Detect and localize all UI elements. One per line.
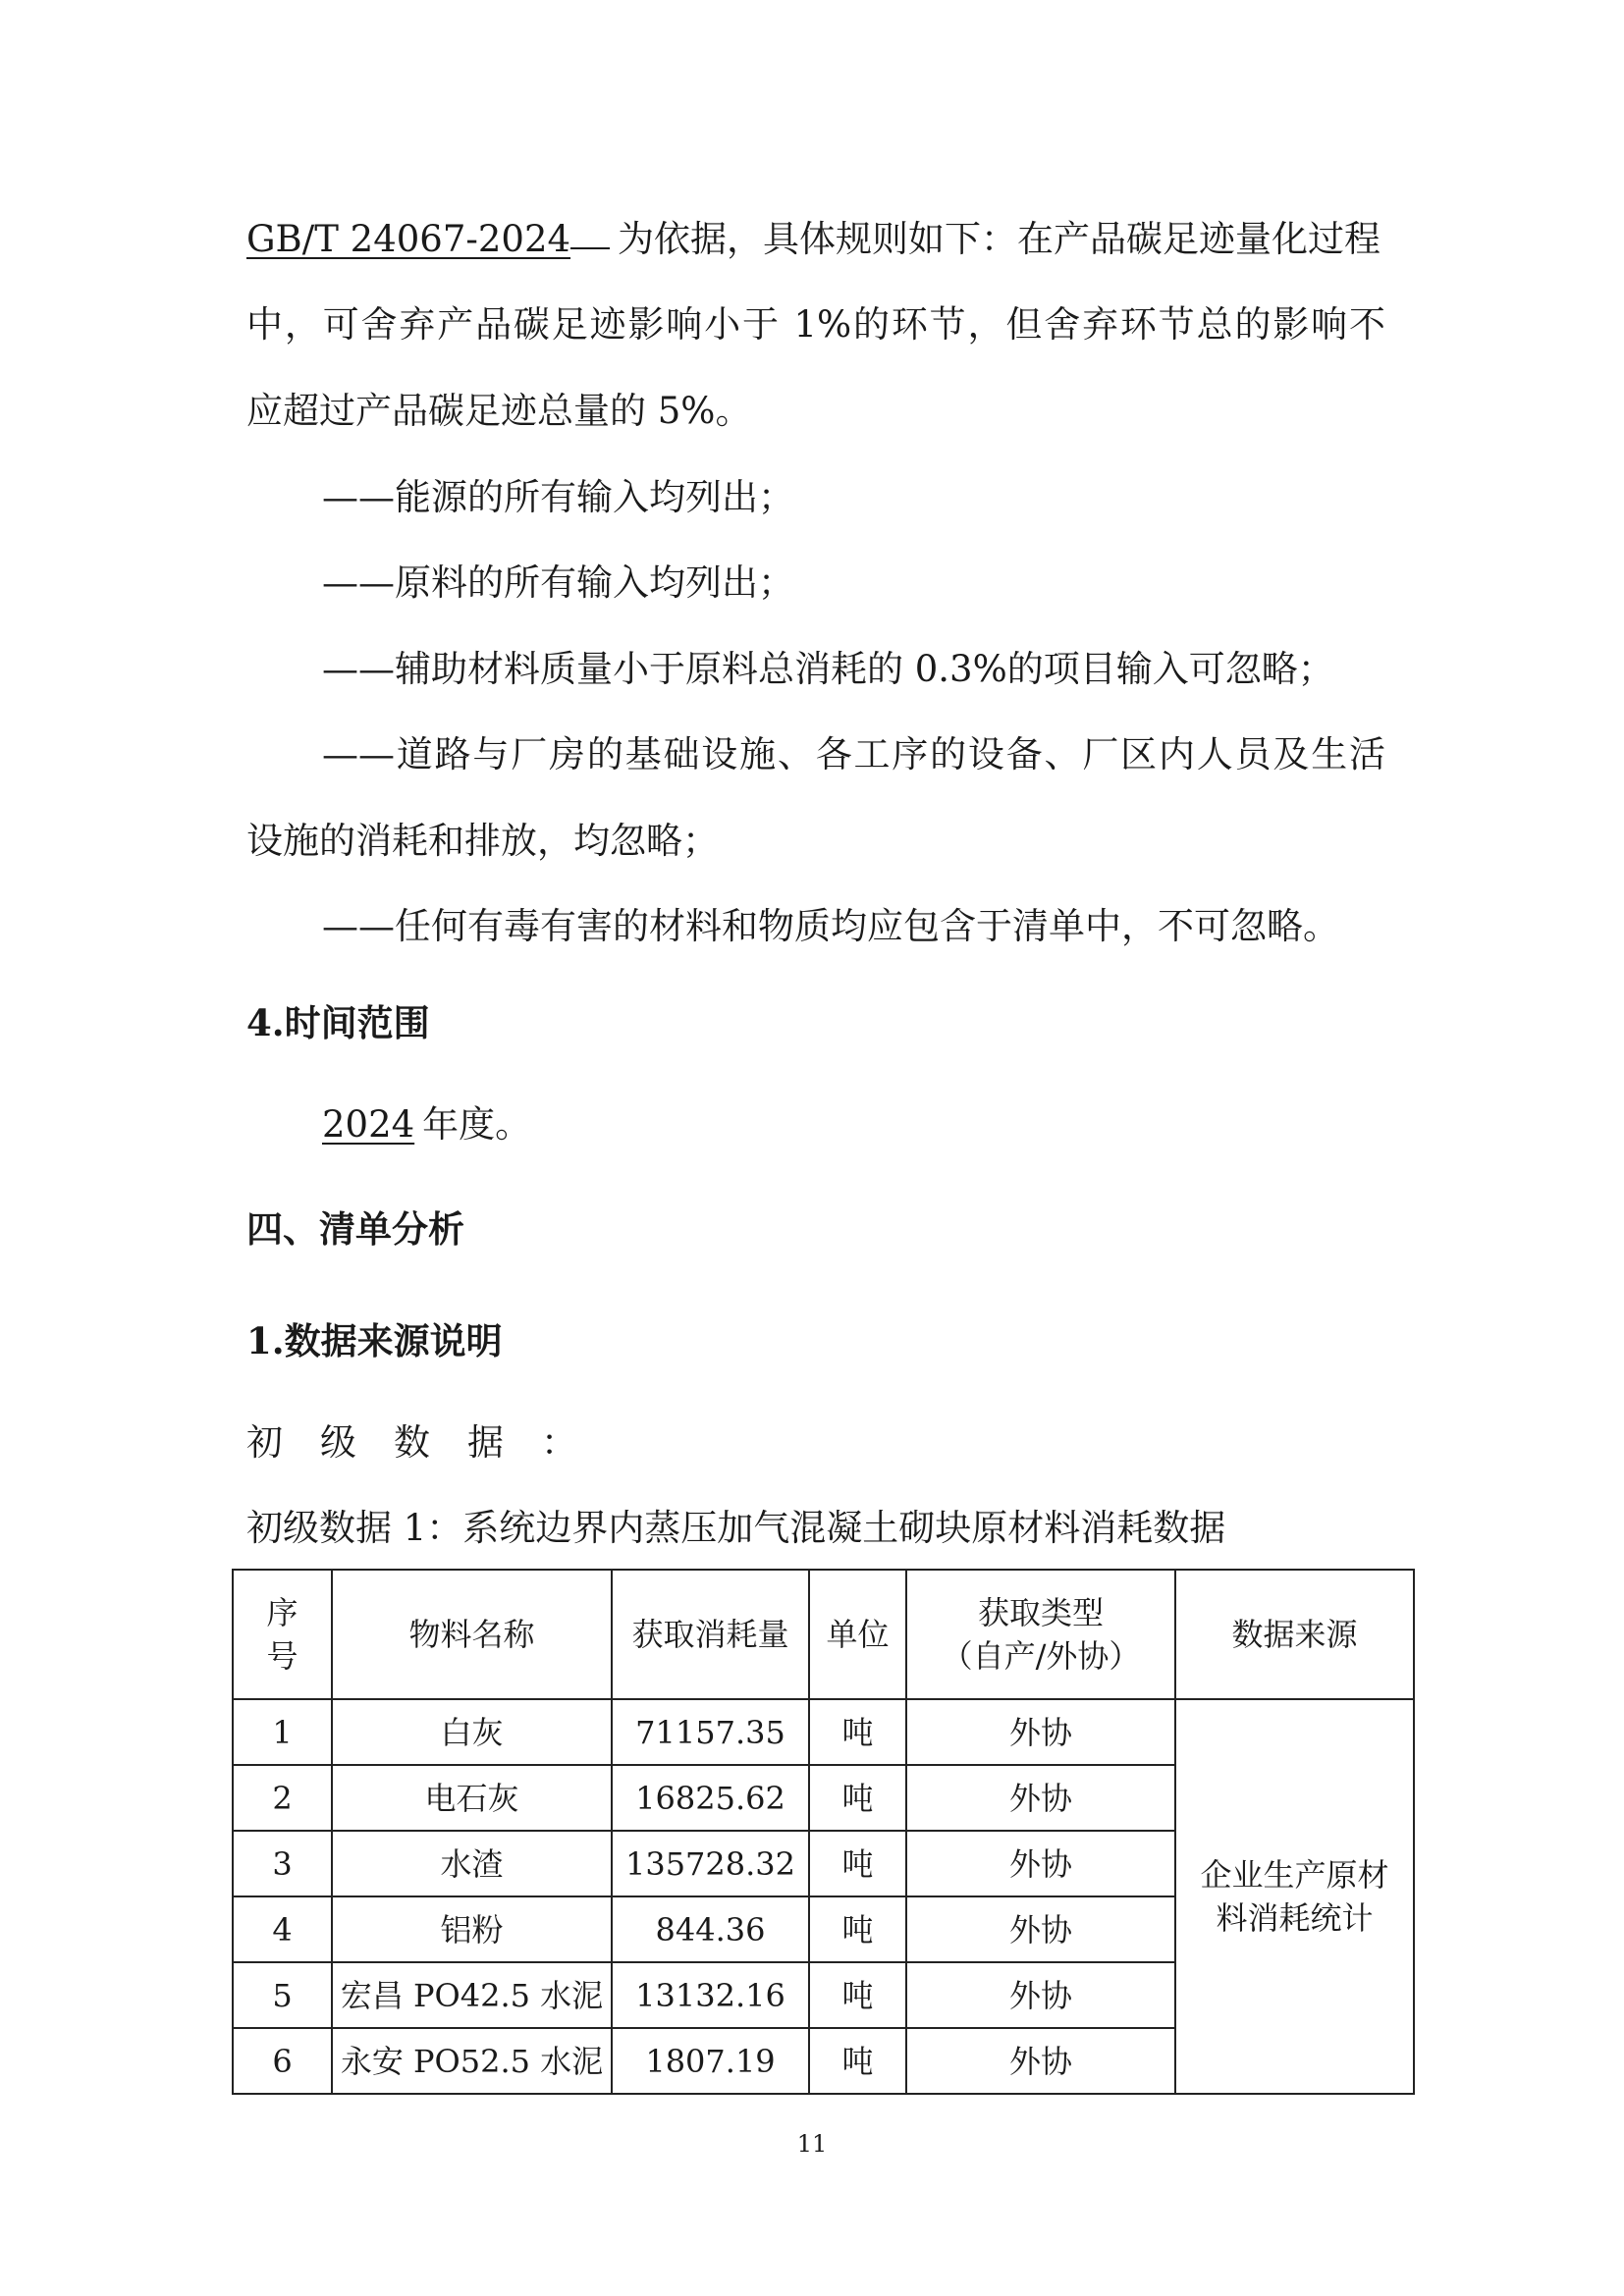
cell-seq: 3 — [233, 1831, 332, 1896]
header-material-name: 物料名称 — [332, 1570, 612, 1699]
cell-consumption: 71157.35 — [612, 1699, 809, 1765]
cell-acquisition-type: 外协 — [906, 1962, 1175, 2028]
heading-inventory-analysis: 四、清单分析 — [246, 1207, 464, 1251]
cell-material-name: 宏昌 PO42.5 水泥 — [332, 1962, 612, 2028]
cell-consumption: 844.36 — [612, 1896, 809, 1962]
cell-consumption: 16825.62 — [612, 1765, 809, 1831]
table-row — [233, 1699, 1414, 1765]
cell-seq: 2 — [233, 1765, 332, 1831]
underline-blank — [570, 216, 610, 249]
bullet-energy: ——能源的所有输入均列出； — [322, 476, 794, 518]
header-acquisition-type: 获取类型 （自产/外协） — [906, 1570, 1175, 1699]
header-unit: 单位 — [809, 1570, 906, 1699]
cell-material-name: 水渣 — [332, 1831, 612, 1896]
cell-acquisition-type: 外协 — [906, 1831, 1175, 1896]
cell-acquisition-type: 外协 — [906, 1896, 1175, 1962]
cell-acquisition-type: 外协 — [906, 2028, 1175, 2094]
bullet-auxiliary: ——辅助材料质量小于原料总消耗的 0.3%的项目输入可忽略； — [322, 648, 1334, 690]
bullet-infrastructure-line-2: 设施的消耗和排放，均忽略； — [246, 820, 719, 862]
standard-reference: GB/T 24067-2024 — [246, 218, 571, 260]
bullet-hazardous: ——任何有毒有害的材料和物质均应包含于清单中，不可忽略。 — [322, 905, 1339, 947]
cell-material-name: 白灰 — [332, 1699, 612, 1765]
heading-data-source: 1.数据来源说明 — [246, 1319, 503, 1362]
bullet-raw-material: ——原料的所有输入均列出； — [322, 561, 794, 604]
header-seq: 序 号 — [233, 1570, 332, 1699]
cell-material-name: 永安 PO52.5 水泥 — [332, 2028, 612, 2094]
year-suffix: 年度。 — [422, 1103, 532, 1146]
cell-unit: 吨 — [809, 1765, 906, 1831]
header-consumption: 获取消耗量 — [612, 1570, 809, 1699]
cell-unit: 吨 — [809, 2028, 906, 2094]
paragraph-line-3: 应超过产品碳足迹总量的 5%。 — [246, 390, 752, 432]
cell-unit: 吨 — [809, 1896, 906, 1962]
cell-unit: 吨 — [809, 1831, 906, 1896]
table-caption: 初级数据 1：系统边界内蒸压加气混凝土砌块原材料消耗数据 — [246, 1507, 1226, 1549]
page-number: 11 — [796, 2130, 828, 2158]
cell-material-name: 电石灰 — [332, 1765, 612, 1831]
cell-seq: 1 — [233, 1699, 332, 1765]
cell-data-source-merged: 企业生产原材 料消耗统计 — [1175, 1699, 1414, 2094]
time-range-value — [322, 1101, 531, 1148]
cell-consumption: 13132.16 — [612, 1962, 809, 2028]
header-data-source: 数据来源 — [1175, 1570, 1414, 1699]
cell-unit: 吨 — [809, 1699, 906, 1765]
paragraph-line-1 — [246, 216, 1380, 263]
cell-seq: 4 — [233, 1896, 332, 1962]
paragraph-line-1-text: 为依据，具体规则如下：在产品碳足迹量化过程 — [618, 218, 1381, 260]
year: 2024 — [322, 1103, 415, 1146]
cell-acquisition-type: 外协 — [906, 1699, 1175, 1765]
heading-time-range: 4.时间范围 — [246, 1001, 430, 1044]
cell-consumption: 135728.32 — [612, 1831, 809, 1896]
cell-consumption: 1807.19 — [612, 2028, 809, 2094]
primary-data-label: 初级数据： — [246, 1421, 615, 1464]
paragraph-line-2: 中，可舍弃产品碳足迹影响小于 1%的环节，但舍弃环节总的影响不 — [246, 303, 1385, 346]
raw-material-table — [232, 1569, 1415, 2095]
table-header-row — [233, 1570, 1414, 1699]
cell-seq: 6 — [233, 2028, 332, 2094]
cell-acquisition-type: 外协 — [906, 1765, 1175, 1831]
cell-seq: 5 — [233, 1962, 332, 2028]
cell-unit: 吨 — [809, 1962, 906, 2028]
bullet-infrastructure-line-1: ——道路与厂房的基础设施、各工序的设备、厂区内人员及生活 — [322, 733, 1385, 775]
cell-material-name: 铝粉 — [332, 1896, 612, 1962]
